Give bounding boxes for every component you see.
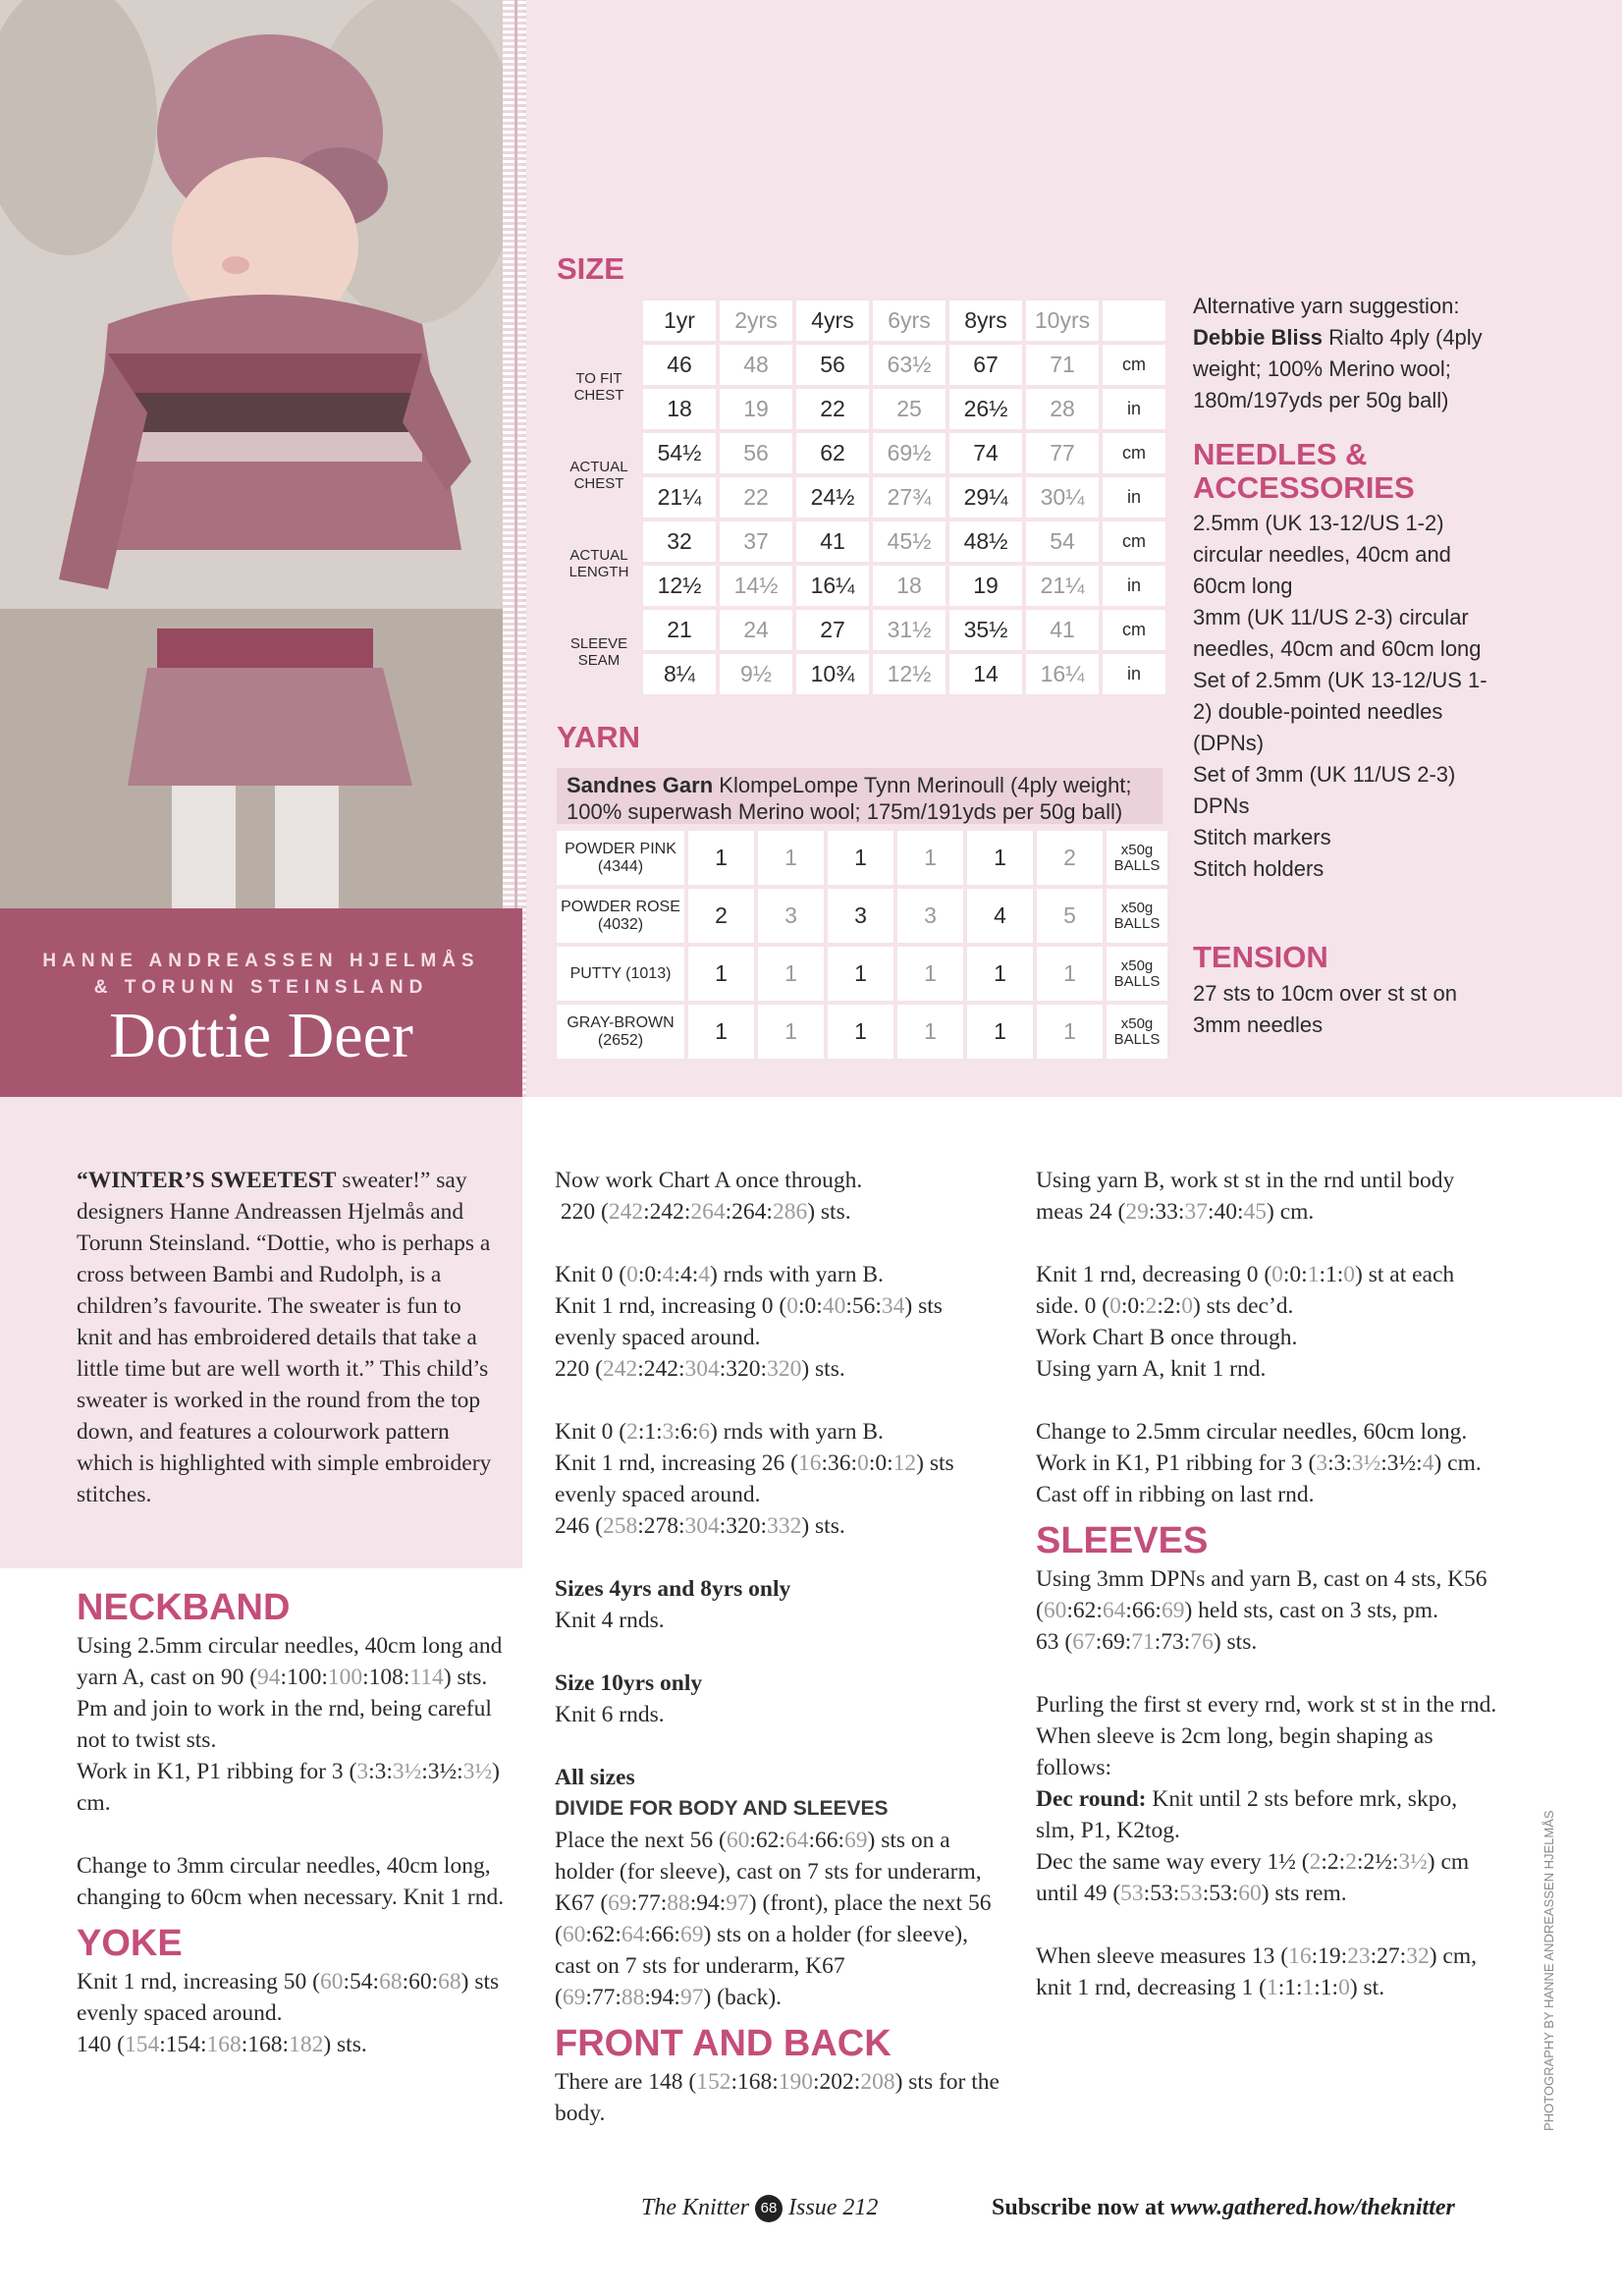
sleeves-instructions: Dec round: Knit until 2 sts before mrk, skpo, slm, P1, K2tog. — [1036, 1786, 1458, 1843]
size-value-cell: 9½ — [720, 654, 792, 694]
subheading-sizes-4-8: Sizes 4yrs and 8yrs only — [555, 1576, 791, 1602]
size-col-1yr: 1yr — [643, 301, 716, 341]
size-value-cell: 63½ — [873, 345, 946, 385]
yarn-quantity-cell: 1 — [828, 947, 893, 1001]
size-value-cell: 71 — [1026, 345, 1099, 385]
size-value-cell: 69½ — [873, 433, 946, 473]
size-unit-cell: in — [1103, 654, 1165, 694]
size-row — [559, 389, 1165, 429]
yoke-instructions: Now work Chart A once through. — [555, 1168, 863, 1193]
size-value-cell: 56 — [796, 345, 869, 385]
sleeves-instructions: Using 3mm DPNs and yarn B, cast on 4 sts, K56 (60:62:64:66:69) held sts, cast on 3 sts, pm. — [1036, 1566, 1487, 1623]
size-row-label-line: CHEST — [573, 387, 624, 404]
yarn-quantity-cell: 1 — [967, 831, 1033, 885]
size-value-cell: 19 — [949, 566, 1022, 606]
yarn-row — [557, 1005, 1167, 1059]
yarn-quantity-cell: 4 — [967, 889, 1033, 943]
size-unit-cell: cm — [1103, 345, 1165, 385]
size-unit-cell: in — [1103, 389, 1165, 429]
yoke-instructions: 220 (242:242:304:320:320) sts. — [555, 1356, 845, 1382]
yarn-quantity-cell: 3 — [828, 889, 893, 943]
yoke-instructions: Knit 4 rnds. — [555, 1608, 665, 1633]
yarn-color-code: (4344) — [597, 857, 644, 875]
yarn-quantity-cell: 3 — [897, 889, 963, 943]
size-col-8yrs: 8yrs — [949, 301, 1022, 341]
designer-names — [0, 948, 522, 1001]
size-value-cell: 46 — [643, 345, 716, 385]
size-value-cell: 12½ — [873, 654, 946, 694]
body-instructions: Cast off in ribbing on last rnd. — [1036, 1482, 1315, 1507]
size-value-cell: 56 — [720, 433, 792, 473]
tension-text: 27 sts to 10cm over st st on 3mm needles — [1193, 981, 1458, 1037]
body-instructions: Work Chart B once through. — [1036, 1325, 1298, 1350]
body-instructions: Change to 2.5mm circular needles, 60cm long. — [1036, 1419, 1468, 1445]
yarn-row — [557, 947, 1167, 1001]
size-value-cell: 62 — [796, 433, 869, 473]
subheading-all-sizes: All sizes — [555, 1765, 635, 1790]
size-value-cell: 24½ — [796, 477, 869, 518]
yarn-color-label — [557, 947, 684, 1001]
yarn-unit-cell — [1107, 947, 1167, 1001]
intro-text — [77, 1165, 499, 1510]
size-value-cell: 31½ — [873, 610, 946, 650]
size-value-cell: 12½ — [643, 566, 716, 606]
size-value-cell: 8¼ — [643, 654, 716, 694]
yarn-unit-line: BALLS — [1113, 972, 1161, 990]
size-unit-cell: cm — [1103, 433, 1165, 473]
size-value-cell: 67 — [949, 345, 1022, 385]
neckband-instructions: Pm and join to work in the rnd, being careful not to twist sts. — [77, 1696, 492, 1753]
yoke-heading: YOKE — [77, 1923, 183, 1964]
neckband-instructions: Change to 3mm circular needles, 40cm long, changing to 60cm when necessary. Knit 1 rnd. — [77, 1853, 505, 1910]
yarn-heading: YARN — [557, 720, 640, 754]
sleeves-instructions: 63 (67:69:71:73:76) sts. — [1036, 1629, 1258, 1655]
subheading-size-10: Size 10yrs only — [555, 1670, 703, 1696]
body-instructions: Using yarn B, work st st in the rnd until body meas 24 (29:33:37:40:45) cm. — [1036, 1168, 1455, 1225]
needles-item: Stitch holders — [1193, 856, 1325, 881]
yarn-unit-line: x50g — [1120, 1014, 1154, 1032]
size-row — [559, 654, 1165, 694]
footer-subscribe — [992, 2195, 1455, 2221]
size-value-cell: 26½ — [949, 389, 1022, 429]
size-row-label — [559, 433, 639, 518]
size-col-2yrs: 2yrs — [720, 301, 792, 341]
needles-item: Stitch markers — [1193, 825, 1331, 849]
yarn-rows — [557, 831, 1167, 1059]
neckband-instructions: Using 2.5mm circular needles, 40cm long and yarn A, cast on 90 (94:100:100:108:114) sts. — [77, 1633, 503, 1690]
yarn-quantity-cell: 1 — [897, 1005, 963, 1059]
yarn-row — [557, 889, 1167, 943]
sleeves-instructions: When sleeve measures 13 (16:19:23:27:32) cm, knit 1 rnd, decreasing 1 (1:1:1:1:0) st. — [1036, 1943, 1478, 2000]
size-value-cell: 74 — [949, 433, 1022, 473]
yarn-quantity-cell: 1 — [897, 831, 963, 885]
yarn-quantity-cell: 1 — [758, 831, 824, 885]
yarn-quantity-cell: 3 — [758, 889, 824, 943]
tension-heading: TENSION — [1193, 940, 1328, 974]
sleeves-instructions: Dec the same way every 1½ (2:2:2:2½:3½) cm until 49 (53:53:53:53:60) sts rem. — [1036, 1849, 1470, 1906]
column-1 — [77, 1585, 518, 2060]
size-unit-cell: cm — [1103, 610, 1165, 650]
size-unit-cell: in — [1103, 477, 1165, 518]
size-row-label — [559, 610, 639, 694]
sleeves-heading: SLEEVES — [1036, 1520, 1209, 1561]
yarn-unit-cell — [1107, 1005, 1167, 1059]
title-banner — [0, 908, 522, 1097]
size-value-cell: 25 — [873, 389, 946, 429]
front-back-instructions: There are 148 (152:168:190:202:208) sts for the body. — [555, 2069, 1000, 2126]
size-row — [559, 345, 1165, 385]
size-row — [559, 433, 1165, 473]
size-row-label-line: ACTUAL — [569, 547, 628, 564]
needles-item: 2.5mm (UK 13-12/US 1-2) circular needles, 40cm and 60cm long — [1193, 511, 1451, 598]
yarn-quantity-cell: 2 — [688, 889, 754, 943]
yoke-instructions: Knit 6 rnds. — [555, 1702, 665, 1727]
yoke-instructions: Knit 1 rnd, increasing 26 (16:36:0:0:12) sts evenly spaced around. — [555, 1450, 954, 1507]
yarn-quantity-cell: 1 — [967, 947, 1033, 1001]
size-value-cell: 27¾ — [873, 477, 946, 518]
alt-yarn-brand: Debbie Bliss — [1193, 325, 1324, 350]
yarn-color-label — [557, 831, 684, 885]
size-value-cell: 16¼ — [1026, 654, 1099, 694]
needles-heading-line-1: NEEDLES & — [1193, 437, 1368, 471]
size-row-label-line: CHEST — [573, 475, 624, 492]
yarn-unit-line: BALLS — [1113, 914, 1161, 932]
neckband-heading: NECKBAND — [77, 1587, 291, 1628]
size-unit-cell: cm — [1103, 521, 1165, 562]
size-value-cell: 16¼ — [796, 566, 869, 606]
divide-instructions: Place the next 56 (60:62:64:66:69) sts on a holder (for sleeve), cast on 7 sts for underarm, K67 (69:77:88:94:97) (front), place the next 56 (60:62:64:66:69) sts on a holder (for sleeve), cast on 7 sts for underarm, K67 (69:77:88:94:97) (back). — [555, 1828, 992, 2010]
size-value-cell: 14 — [949, 654, 1022, 694]
size-value-cell: 29¼ — [949, 477, 1022, 518]
yarn-unit-line: x50g — [1120, 841, 1154, 858]
size-heading: SIZE — [557, 251, 624, 286]
size-col-4yrs: 4yrs — [796, 301, 869, 341]
yarn-color-code: (2652) — [597, 1031, 644, 1049]
body-instructions: Using yarn A, knit 1 rnd. — [1036, 1356, 1267, 1382]
child-photo — [0, 0, 503, 908]
yarn-color-name: POWDER PINK — [565, 840, 676, 857]
size-row-label-line: TO FIT — [575, 370, 622, 387]
size-row-label-line: ACTUAL — [569, 459, 628, 475]
needles-heading — [1193, 438, 1415, 505]
yarn-quantity-cell: 1 — [1037, 947, 1103, 1001]
size-row-label-line: SEAM — [577, 652, 621, 669]
needles-item: Set of 2.5mm (UK 13-12/US 1-2) double-pointed needles (DPNs) — [1193, 668, 1487, 755]
yarn-description — [557, 768, 1162, 824]
size-value-cell: 48½ — [949, 521, 1022, 562]
yarn-table — [553, 827, 1171, 1063]
yarn-color-label — [557, 1005, 684, 1059]
size-value-cell: 22 — [796, 389, 869, 429]
pattern-title: Dottie Deer — [109, 1000, 413, 1071]
yarn-quantity-cell: 1 — [688, 1005, 754, 1059]
size-value-cell: 32 — [643, 521, 716, 562]
alt-yarn-text: Rialto 4ply (4ply weight; 100% Merino wool; 180m/197yds per 50g ball) — [1193, 325, 1483, 412]
size-value-cell: 22 — [720, 477, 792, 518]
yarn-unit-line: x50g — [1120, 899, 1154, 916]
designer-line-1: HANNE ANDREASSEN HJELMÅS — [42, 951, 480, 971]
designer-line-2: & TORUNN STEINSLAND — [93, 977, 429, 998]
column-2 — [555, 1165, 1006, 2129]
size-row-label — [559, 345, 639, 429]
size-row — [559, 477, 1165, 518]
yoke-instructions: Knit 1 rnd, increasing 0 (0:0:40:56:34) sts evenly spaced around. — [555, 1293, 943, 1350]
size-row-label-line: SLEEVE — [569, 635, 628, 652]
size-value-cell: 37 — [720, 521, 792, 562]
size-value-cell: 48 — [720, 345, 792, 385]
front-back-heading: FRONT AND BACK — [555, 2023, 892, 2064]
size-value-cell: 54 — [1026, 521, 1099, 562]
size-value-cell: 28 — [1026, 389, 1099, 429]
yoke-instructions: 220 (242:242:264:264:286) sts. — [555, 1199, 851, 1225]
size-row — [559, 610, 1165, 650]
size-row — [559, 521, 1165, 562]
yarn-description-text: KlompeLompe Tynn Merinoull (4ply weight; 100% superwash Merino wool; 175m/191yds per 50g ball) — [567, 773, 1132, 824]
yarn-quantity-cell: 1 — [758, 1005, 824, 1059]
size-value-cell: 14½ — [720, 566, 792, 606]
size-value-cell: 18 — [873, 566, 946, 606]
size-value-cell: 77 — [1026, 433, 1099, 473]
size-value-cell: 18 — [643, 389, 716, 429]
size-value-cell: 21¼ — [643, 477, 716, 518]
size-value-cell: 41 — [1026, 610, 1099, 650]
intro-lead: “WINTER’S SWEETEST — [77, 1168, 337, 1193]
footer-magazine — [641, 2195, 878, 2222]
yoke-instructions: Knit 0 (0:0:4:4:4) rnds with yarn B. — [555, 1262, 884, 1287]
yarn-unit-line: BALLS — [1113, 856, 1161, 874]
size-unit-cell: in — [1103, 566, 1165, 606]
yarn-quantity-cell: 1 — [688, 831, 754, 885]
alt-yarn-intro: Alternative yarn suggestion: — [1193, 294, 1460, 318]
issue-number: Issue 212 — [788, 2195, 879, 2220]
size-value-cell: 30¼ — [1026, 477, 1099, 518]
body-instructions: Knit 1 rnd, decreasing 0 (0:0:1:1:0) st at each side. 0 (0:0:2:2:0) sts dec’d. — [1036, 1262, 1455, 1319]
yarn-quantity-cell: 1 — [758, 947, 824, 1001]
yarn-quantity-cell: 1 — [828, 831, 893, 885]
yarn-quantity-cell: 1 — [897, 947, 963, 1001]
page-number-badge: 68 — [755, 2195, 783, 2222]
yarn-brand: Sandnes Garn — [567, 773, 714, 797]
size-col-6yrs: 6yrs — [873, 301, 946, 341]
alt-yarn-suggestion — [1193, 291, 1487, 416]
magazine-name: The Knitter — [641, 2195, 750, 2220]
size-table — [555, 297, 1169, 698]
yarn-unit-cell — [1107, 889, 1167, 943]
size-row — [559, 566, 1165, 606]
yarn-row — [557, 831, 1167, 885]
size-rows — [559, 345, 1165, 694]
size-value-cell: 41 — [796, 521, 869, 562]
sleeves-instructions: When sleeve is 2cm long, begin shaping as follows: — [1036, 1723, 1433, 1780]
yarn-color-label — [557, 889, 684, 943]
needles-item: 3mm (UK 11/US 2-3) circular needles, 40cm and 60cm long — [1193, 605, 1482, 661]
yoke-instructions: Knit 0 (2:1:3:6:6) rnds with yarn B. — [555, 1419, 884, 1445]
neckband-instructions: Work in K1, P1 ribbing for 3 (3:3:3½:3½:3½) cm. — [77, 1759, 500, 1816]
sleeves-instructions: Purling the first st every rnd, work st st in the rnd. — [1036, 1692, 1497, 1718]
size-value-cell: 45½ — [873, 521, 946, 562]
needles-heading-line-2: ACCESSORIES — [1193, 470, 1415, 505]
size-header-row — [559, 301, 1165, 341]
yarn-unit-line: BALLS — [1113, 1030, 1161, 1048]
size-value-cell: 24 — [720, 610, 792, 650]
yoke-instructions: 140 (154:154:168:168:182) sts. — [77, 2032, 367, 2057]
needles-item: Set of 3mm (UK 11/US 2-3) DPNs — [1193, 762, 1456, 818]
size-value-cell: 27 — [796, 610, 869, 650]
size-value-cell: 54½ — [643, 433, 716, 473]
body-instructions: Work in K1, P1 ribbing for 3 (3:3:3½:3½:4) cm. — [1036, 1450, 1482, 1476]
yarn-color-name: PUTTY (1013) — [569, 964, 672, 982]
size-row-label-line: LENGTH — [568, 564, 629, 580]
size-value-cell: 21 — [643, 610, 716, 650]
yarn-quantity-cell: 1 — [688, 947, 754, 1001]
yarn-color-name: POWDER ROSE — [561, 898, 680, 915]
subscribe-url[interactable]: www.gathered.how/theknitter — [1170, 2195, 1455, 2220]
size-value-cell: 21¼ — [1026, 566, 1099, 606]
size-value-cell: 19 — [720, 389, 792, 429]
subscribe-text: Subscribe now at — [992, 2195, 1165, 2220]
intro-body: sweater!” say designers Hanne Andreassen Hjelmås and Torunn Steinsland. “Dottie, who is perhaps a cross between Bambi and Rudolph, is a children’s favourite. The sweater is fun to knit and has embroidered details that take a little time but are well worth it.” This child’s sweater is worked in the round from the top down, and features a colourwork pattern which is highlighted with simple embroidery stitches. — [77, 1168, 492, 1507]
yarn-quantity-cell: 1 — [828, 1005, 893, 1059]
yarn-quantity-cell: 5 — [1037, 889, 1103, 943]
yarn-quantity-cell: 2 — [1037, 831, 1103, 885]
needles-list — [1193, 508, 1487, 885]
yarn-unit-cell — [1107, 831, 1167, 885]
yarn-quantity-cell: 1 — [967, 1005, 1033, 1059]
yarn-color-code: (4032) — [597, 915, 644, 933]
size-row-label — [559, 521, 639, 606]
yarn-unit-line: x50g — [1120, 957, 1154, 974]
subheading-divide: DIVIDE FOR BODY AND SLEEVES — [555, 1797, 889, 1820]
size-col-10yrs: 10yrs — [1026, 301, 1099, 341]
yoke-instructions: Knit 1 rnd, increasing 50 (60:54:68:60:68) sts evenly spaced around. — [77, 1969, 500, 2026]
yarn-color-name: GRAY-BROWN — [567, 1013, 675, 1031]
photo-credit: PHOTOGRAPHY BY HANNE ANDREASSEN HJELMÅS — [1541, 1810, 1556, 2131]
column-3 — [1036, 1165, 1497, 2003]
yarn-quantity-cell: 1 — [1037, 1005, 1103, 1059]
yoke-instructions: 246 (258:278:304:320:332) sts. — [555, 1513, 845, 1539]
size-value-cell: 35½ — [949, 610, 1022, 650]
size-value-cell: 10¾ — [796, 654, 869, 694]
